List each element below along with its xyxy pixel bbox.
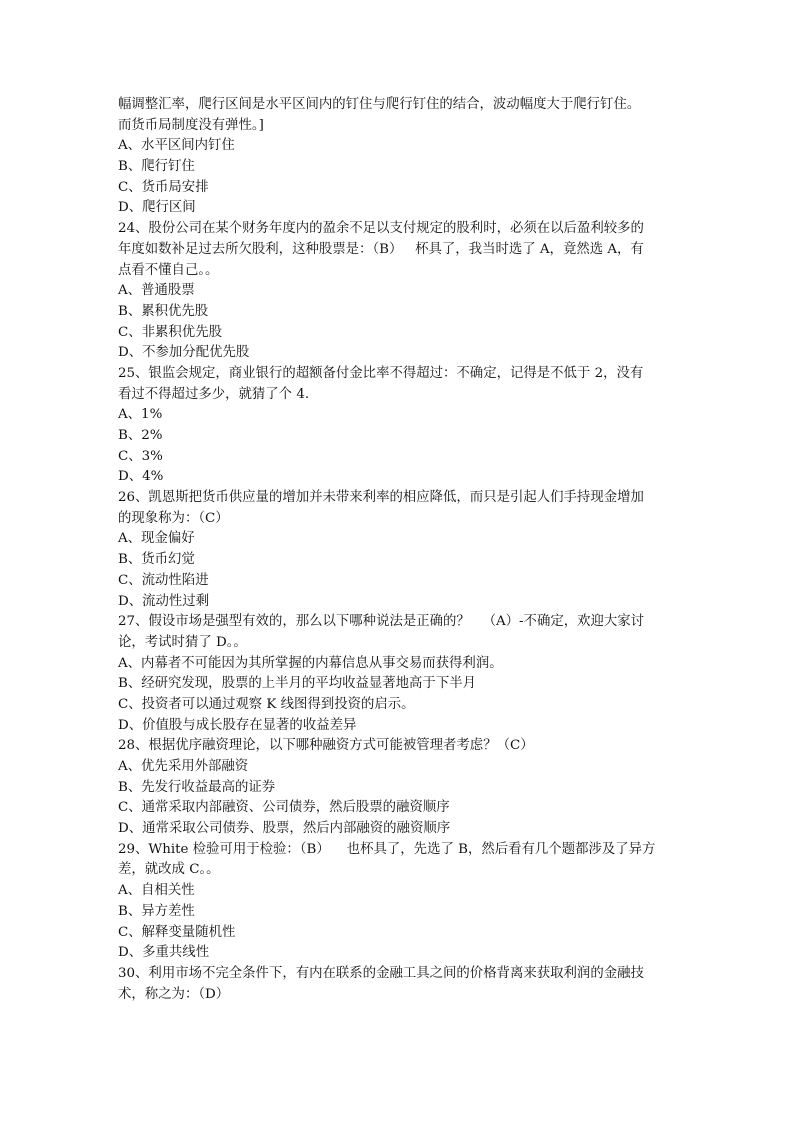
answer-option: C、非累积优先股 (118, 324, 222, 340)
text-line: 差，就改成 C。。 (118, 862, 220, 878)
answer-option: C、投资者可以通过观察 K 线图得到投资的启示。 (118, 696, 415, 712)
answer-option: B、2% (118, 428, 163, 443)
answer-option: A、水平区间内钉住 (118, 138, 235, 154)
question-line: 26、凯恩斯把货币供应量的增加并未带来利率的相应降低，而只是引起人们手持现金增加 (118, 490, 644, 506)
answer-option: B、爬行钉住 (118, 159, 195, 175)
answer-option: B、货币幻觉 (118, 552, 195, 568)
answer-option: B、经研究发现，股票的上半月的平均收益显著地高于下半月 (118, 676, 476, 692)
text-line: 而货币局制度没有弹性。] (118, 117, 264, 133)
question-line: 28、根据优序融资理论，以下哪种融资方式可能被管理者考虑？（C） (118, 738, 534, 754)
question-line: 30、利用市场不完全条件下，有内在联系的金融工具之间的价格背离来获取利润的金融技 (118, 965, 644, 981)
answer-option: D、不参加分配优先股 (118, 345, 250, 361)
question-line: 25、银监会规定，商业银行的超额备付金比率不得超过：不确定，记得是不低于 2，没有 (118, 365, 644, 381)
answer-option: A、1% (118, 407, 163, 423)
answer-option: B、异方差性 (118, 903, 195, 919)
answer-option: A、自相关性 (118, 883, 195, 899)
answer-option: D、流动性过剩 (118, 593, 210, 609)
question-line: 27、假设市场是强型有效的，那么以下哪种说法是正确的？ （A）-不确定，欢迎大家讨 (118, 614, 645, 630)
answer-option: D、通常采取公司债券、股票，然后内部融资的融资顺序 (118, 821, 451, 837)
answer-option: C、货币局安排 (118, 179, 209, 195)
text-line: 点看不懂自己。。 (118, 262, 219, 278)
answer-option: C、3% (118, 448, 163, 464)
answer-option: A、普通股票 (118, 283, 195, 299)
answer-option: B、累积优先股 (118, 303, 209, 319)
document-page (118, 95, 678, 1005)
question-line: 24、股份公司在某个财务年度内的盈余不足以支付规定的股利时，必须在以后盈利较多的 (118, 221, 644, 237)
answer-option: A、内幕者不可能因为其所掌握的内幕信息从事交易而获得利润。 (118, 655, 503, 671)
answer-option: D、爬行区间 (118, 200, 196, 216)
answer-option: C、通常采取内部融资、公司债券，然后股票的融资顺序 (118, 800, 450, 816)
answer-option: C、解释变量随机性 (118, 924, 236, 940)
answer-option: B、先发行收益最高的证券 (118, 779, 276, 795)
text-line: 术，称之为：（D） (118, 986, 230, 1002)
answer-option: D、4% (118, 469, 164, 485)
text-line: 论，考试时猜了 D。。 (118, 634, 247, 650)
text-line: 幅调整汇率，爬行区间是水平区间内的钉住与爬行钉住的结合，波动幅度大于爬行钉住。 (118, 97, 641, 112)
answer-option: A、现金偏好 (118, 531, 195, 547)
answer-option: D、多重共线性 (118, 945, 210, 961)
answer-option: A、优先采用外部融资 (118, 759, 249, 774)
text-line: 年度如数补足过去所欠股利，这种股票是：（B） 杯具了，我当时选了 A，竟然选 A，有 (118, 241, 644, 257)
question-line: 29、White 检验可用于检验：（B） 也杯具了，先选了 B，然后看有几个题都涉及了异方 (118, 841, 656, 857)
text-line: 的现象称为：（C） (118, 510, 229, 526)
answer-option: D、价值股与成长股存在显著的收益差异 (118, 717, 357, 733)
text-line: 看过不得超过多少，就猜了个 4. (118, 386, 310, 402)
answer-option: C、流动性陷进 (118, 572, 209, 588)
